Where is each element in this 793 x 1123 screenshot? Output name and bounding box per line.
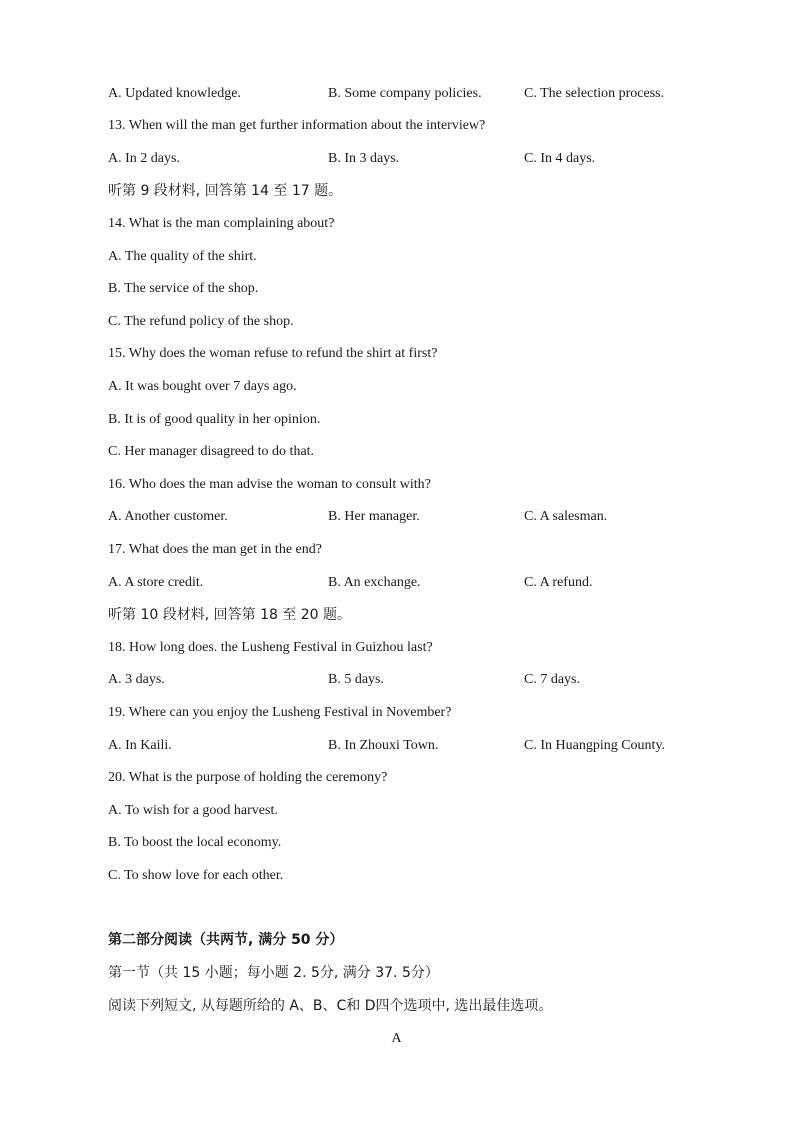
q15-option-b: B. It is of good quality in her opinion. [108, 412, 321, 427]
q16-option-b: B. Her manager. [328, 509, 420, 524]
q20-option-c: C. To show love for each other. [108, 868, 284, 883]
q17-option-c: C. A refund. [524, 575, 593, 590]
q15-option-c: C. Her manager disagreed to do that. [108, 444, 315, 459]
q16-option-a: A. Another customer. [108, 509, 228, 524]
q19-option-a: A. In Kaili. [108, 738, 172, 753]
q15-option-a: A. It was bought over 7 days ago. [108, 379, 297, 394]
q13-question: 13. When will the man get further information about the interview? [108, 118, 486, 133]
q19-question: 19. Where can you enjoy the Lusheng Festival in November? [108, 705, 452, 720]
q16-question: 16. Who does the man advise the woman to consult with? [108, 477, 431, 492]
q18-option-b: B. 5 days. [328, 672, 384, 687]
q17-option-b: B. An exchange. [328, 575, 421, 590]
q20-option-a: A. To wish for a good harvest. [108, 803, 278, 818]
q14-option-b: B. The service of the shop. [108, 281, 259, 296]
section-9-instruction: 听第 9 段材料, 回答第 14 至 17 题。 [108, 183, 343, 199]
q17-option-a: A. A store credit. [108, 575, 204, 590]
q19-option-b: B. In Zhouxi Town. [328, 738, 439, 753]
passage-label: A [391, 1031, 402, 1046]
q20-option-b: B. To boost the local economy. [108, 835, 282, 850]
q12-option-b: B. Some company policies. [328, 86, 482, 101]
q16-option-c: C. A salesman. [524, 509, 608, 524]
q20-question: 20. What is the purpose of holding the ceremony? [108, 770, 388, 785]
q13-option-a: A. In 2 days. [108, 151, 180, 166]
q15-question: 15. Why does the woman refuse to refund the shirt at first? [108, 346, 438, 361]
part-2-instruction: 阅读下列短文, 从每题所给的 A、B、C和 D四个选项中, 选出最佳选项。 [108, 998, 553, 1014]
q19-option-c: C. In Huangping County. [524, 738, 666, 753]
section-10-instruction: 听第 10 段材料, 回答第 18 至 20 题。 [108, 607, 352, 623]
q18-option-a: A. 3 days. [108, 672, 165, 687]
q14-option-c: C. The refund policy of the shop. [108, 314, 294, 329]
q13-option-c: C. In 4 days. [524, 151, 596, 166]
part-2-section-1-heading: 第一节（共 15 小题；每小题 2. 5分, 满分 37. 5分） [108, 965, 439, 981]
q17-question: 17. What does the man get in the end? [108, 542, 322, 557]
q12-option-a: A. Updated knowledge. [108, 86, 241, 101]
q18-question: 18. How long does. the Lusheng Festival in Guizhou last? [108, 640, 433, 655]
q13-option-b: B. In 3 days. [328, 151, 400, 166]
q14-question: 14. What is the man complaining about? [108, 216, 335, 231]
q14-option-a: A. The quality of the shirt. [108, 249, 257, 264]
q18-option-c: C. 7 days. [524, 672, 580, 687]
part-2-title: 第二部分阅读（共两节, 满分 50 分） [108, 932, 344, 948]
q12-option-c: C. The selection process. [524, 86, 665, 101]
